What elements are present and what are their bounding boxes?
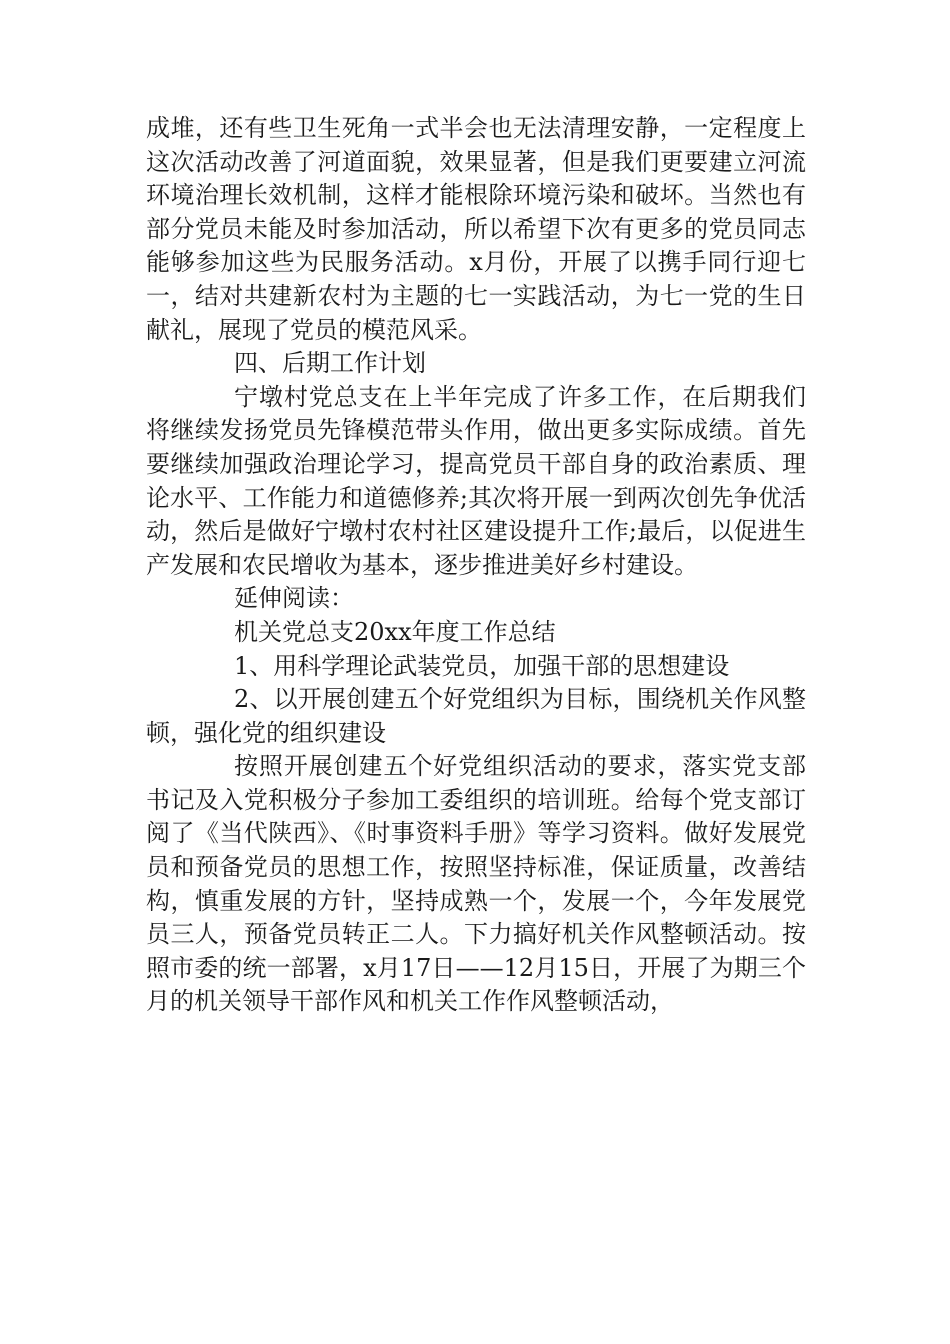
list-item-1: 1、用科学理论武装党员，加强干部的思想建设 — [234, 651, 730, 680]
paragraph-organization-building: 按照开展创建五个好党组织活动的要求，落实党支部书记及入党积极分子参加工委组织的培训班。给每个党支部订阅了《当代陕西》、《时事资料手册》等学习资料。做好发展党员和预备党员的思想工作，按照坚持标准，保证质量，改善结构，慎重发展的方针，坚持成熟一个，发展一个，今年发展党员三人，预备党员转正二人。下力搞好机关作风整顿活动。按照市委的统一部署，x月17日——12月15日，开展了为期三个月的机关领导干部作风和机关工作作风整顿活动， — [146, 752, 806, 1016]
list-item-2: 2、以开展创建五个好党组织为目标，围绕机关作风整顿，强化党的组织建设 — [146, 685, 806, 747]
paragraph-river-activity: 成堆，还有些卫生死角一式半会也无法清理安静，一定程度上 这次活动改善了河道面貌，效果显著，但是我们更要建立河流环境治理长效机制，这样才能根除环境污染和破坏。当然也有部分党员未能及时参加活动，所以希望下次有更多的党员同志能够参加这些为民服务活动。x月份，开展了以携手同行迎七一，结对共建新农村为主题的七一实践活动，为七一党的生日献礼，展现了党员的模范风采。 — [146, 114, 806, 344]
summary-title: 机关党总支20xx年度工作总结 — [234, 617, 556, 646]
document-page — [146, 112, 806, 1019]
section-heading-later-plan: 四、后期工作计划 — [234, 349, 426, 378]
extended-reading-label: 延伸阅读： — [234, 584, 354, 613]
paragraph-later-plan: 宁墩村党总支在上半年完成了许多工作，在后期我们将继续发扬党员先锋模范带头作用，做出更多实际成绩。首先要继续加强政治理论学习，提高党员干部自身的政治素质、理论水平、工作能力和道德修养;其次将开展一到两次创先争优活动，然后是做好宁墩村农村社区建设提升工作;最后，以促进生产发展和农民增收为基本，逐步推进美好乡村建设。 — [146, 382, 806, 579]
